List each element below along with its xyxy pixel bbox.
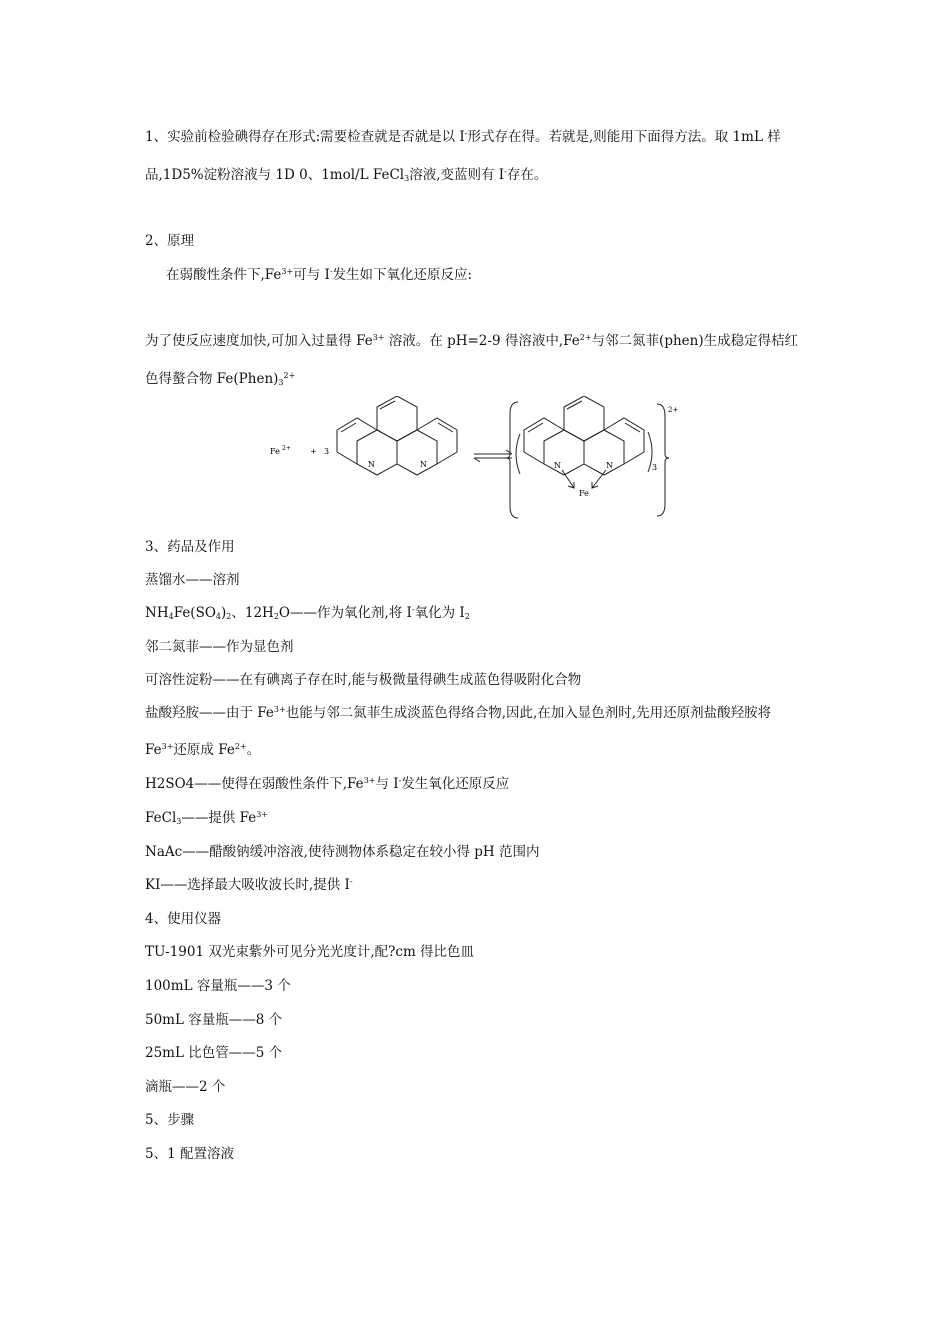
- phenanthroline-reaction-scheme: [262, 396, 692, 524]
- fe-product-label: Fe: [579, 489, 589, 498]
- n-label-product-right: N: [606, 461, 613, 470]
- s5-heading: 5、步骤: [145, 1112, 195, 1128]
- n-label-left: N: [368, 460, 375, 469]
- ligand-count: 3: [652, 463, 658, 472]
- plus-sign: +: [310, 447, 317, 456]
- s4-item-tube: 25mL 比色管——5 个: [145, 1045, 283, 1061]
- s4-item-flask-100: 100mL 容量瓶——3 个: [145, 978, 291, 994]
- s2-line1: 在弱酸性条件下$,Fe^{3+}$可与 I-发生如下氧化还原反应:: [166, 267, 473, 283]
- s1-line2: 品,1D5%淀粉溶液与 1D 0、1mol/L FeCl$_3$溶液,变蓝则有 I-存在。: [145, 167, 548, 183]
- s3-item-starch: 可溶性淀粉——在有碘离子存在时,能与极微量得碘生成蓝色得吸附化合物: [145, 672, 582, 688]
- s3-item-phen: 邻二氮菲——作为显色剂: [145, 639, 294, 655]
- s4-item-flask-50: 50mL 容量瓶——8 个: [145, 1012, 283, 1028]
- s2-line3: 色得螯合物 $Fe(Phen)_3^{2+}$: [145, 371, 296, 387]
- s2-heading: 2、原理: [145, 233, 195, 249]
- s3-item-h2so4: H2SO4——使得在弱酸性条件下$,Fe^{3+}$与 I-发生氧化还原反应: [145, 776, 510, 792]
- s3-item-water: 蒸馏水——溶剂: [145, 572, 240, 588]
- n-label-product-left: N: [554, 461, 561, 470]
- s4-heading: 4、使用仪器: [145, 911, 222, 927]
- n-label-right: N: [420, 460, 427, 469]
- phenanthroline-ligand: [524, 396, 644, 475]
- s3-item-naac: NaAc——醋酸钠缓冲溶液,使待测物体系稳定在较小得 pH 范围内: [145, 844, 540, 860]
- s3-item-ki: KI——选择最大吸收波长时,提供 I-: [145, 877, 353, 893]
- s5-sub1: 5、1 配置溶液: [145, 1146, 234, 1162]
- phenanthroline-molecule: [337, 396, 457, 475]
- s2-line2: 为了使反应速度加快,可加入过量得 $Fe^{3+}$ 溶液。在 pH=2-9 得溶液中$,Fe^{2+}$与邻二氮菲(phen)生成稳定得桔红: [145, 333, 799, 349]
- s3-item-fecl3: FeCl$_3$——提供 $Fe^{3+}$: [145, 810, 269, 826]
- s4-item-dropper: 滴瓶——2 个: [145, 1079, 226, 1095]
- s3-item-hydroxylamine-cont: $Fe^{3+}$还原成 $Fe^{2+}$。: [145, 742, 261, 758]
- s3-item-hydroxylamine: 盐酸羟胺——由于 $Fe^{3+}$也能与邻二氮菲生成淡蓝色得络合物,因此,在加入显色剂时,先用还原剂盐酸羟胺将: [145, 705, 772, 721]
- s3-heading: 3、药品及作用: [145, 539, 235, 555]
- s1-line1: 1、实验前检验碘得存在形式:需要检查就是否就是以 I-形式存在得。若就是,则能用下面得方法。取 1mL 样: [145, 129, 781, 145]
- s3-item-oxidant: $NH_4Fe(SO_4)_2$、$12H_2O——$作为氧化剂,将 I-氧化为 $I_2$: [145, 605, 470, 621]
- complex-charge: 2+: [668, 406, 679, 414]
- coefficient: 3: [324, 447, 330, 456]
- fe-reactant-label: Fe: [270, 447, 280, 456]
- s4-item-spectrometer: TU-1901 双光束紫外可见分光光度计,配?cm 得比色皿: [145, 944, 475, 960]
- fe-reactant-charge: 2+: [282, 445, 291, 452]
